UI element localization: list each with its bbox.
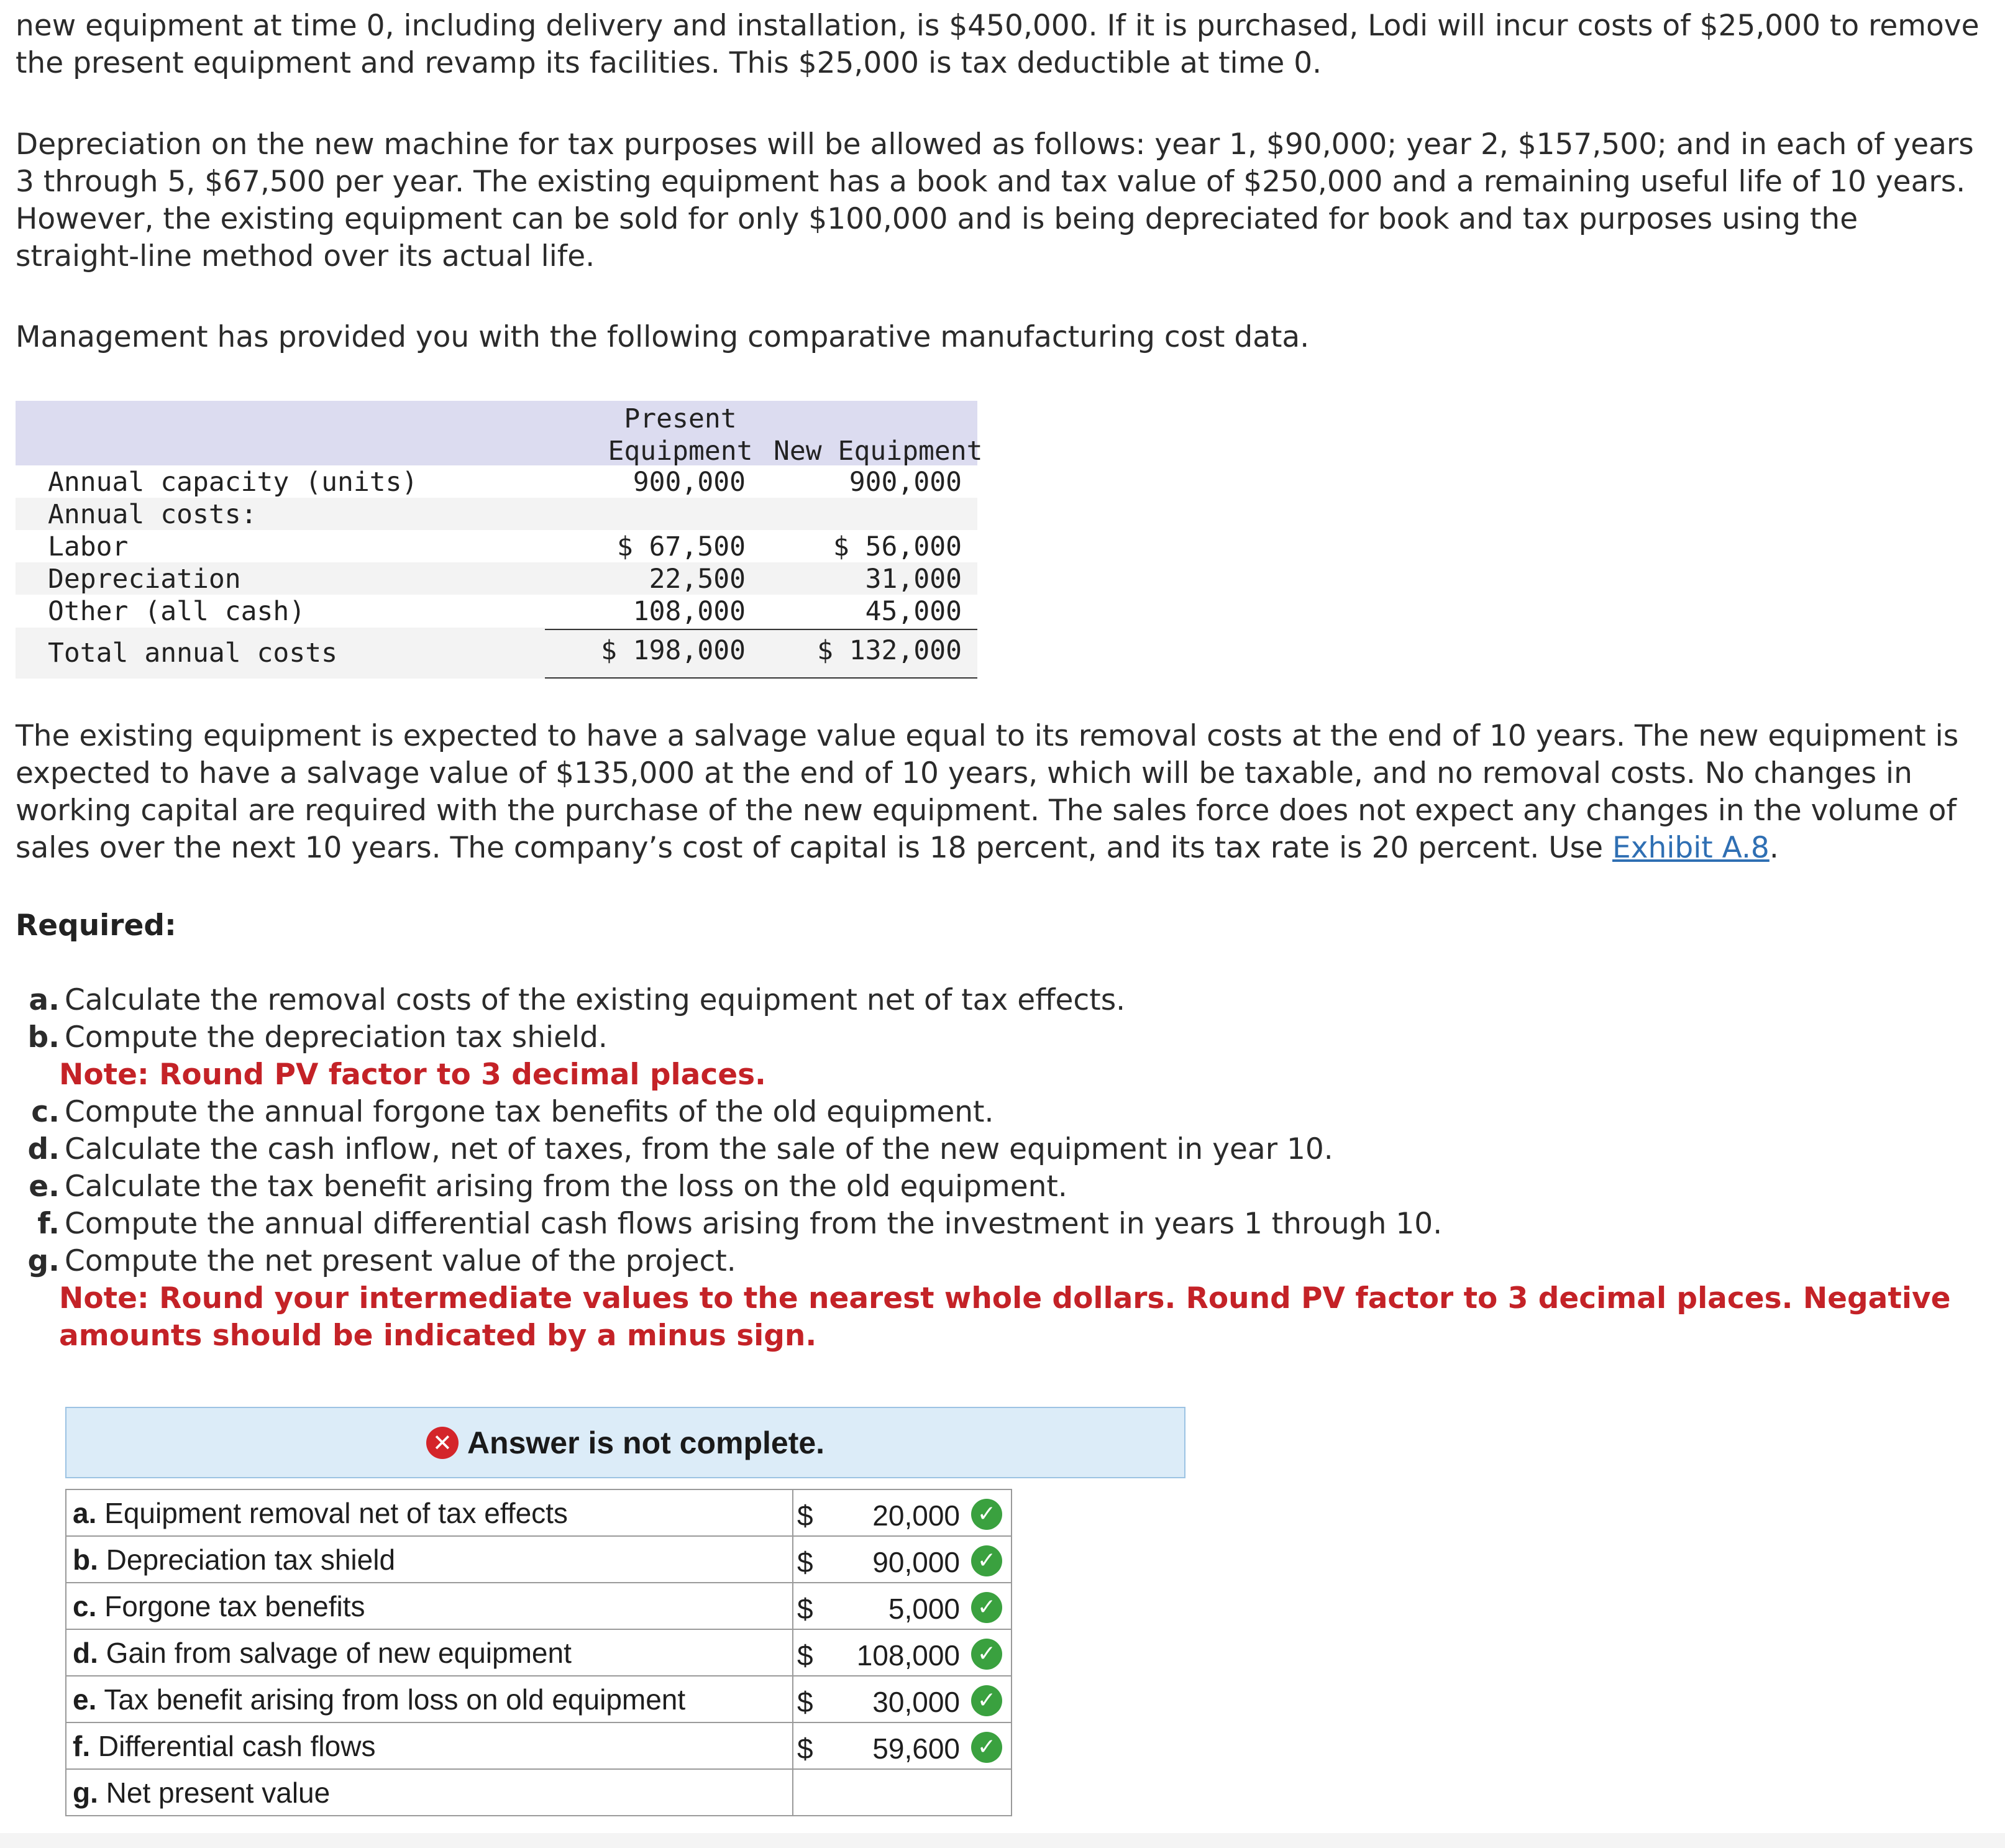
check-icon: ✓ [971,1732,1002,1763]
answer-table [65,1489,1012,1816]
answer-row-g: g. Net present value [66,1769,1012,1816]
row-label: Depreciation [48,564,241,595]
answer-row-a: a. Equipment removal net of tax effects $ 20,000 ✓ [66,1489,1012,1536]
check-icon: ✓ [971,1499,1002,1530]
subtotal-rule [545,629,977,630]
answer-value: 59,600 [872,1732,960,1765]
answer-value: 5,000 [888,1593,960,1625]
answer-value: 90,000 [872,1546,960,1578]
answer-label: Net present value [106,1776,331,1809]
row-new: $ 132,000 [817,635,962,666]
requirement-c: c. Compute the annual forgone tax benefits of the old equipment. [31,1095,994,1129]
requirement-d: d. Calculate the cash inflow, net of taxes, from the sale of the new equipment in year 10. [27,1132,1333,1166]
row-label: Annual capacity (units) [48,467,418,498]
salvage-paragraph: The existing equipment is expected to have a salvage value equal to its removal costs at the end of 10 years. The new equipment is expected to have a salvage value of $135,000 at the end of 10 years, which will be taxable, and no removal costs. No changes in working capital are required with the purchase of the new equipment. The sales force does not expect any changes in the volume of sales over the next 10 years. The company’s cost of capital is 18 percent, and its tax rate is 20 percent. Use Exhibit A.8. [16,719,1959,865]
note-g: Note: Round your intermediate values to the nearest whole dollars. Round PV factor to 3 decimal places. Negative amounts should be indicated by a minus sign. [59,1281,1951,1353]
requirement-g: g. Compute the net present value of the project. [27,1244,736,1278]
requirement-a: a. Calculate the removal costs of the existing equipment net of tax effects. [29,983,1126,1017]
answer-label: Equipment removal net of tax effects [104,1496,568,1529]
answer-value: 108,000 [856,1639,960,1672]
answer-input-f[interactable]: $ 59,600 ✓ [793,1722,1012,1769]
exhibit-link[interactable]: Exhibit A.8 [1612,831,1770,865]
intro-paragraph: new equipment at time 0, including delivery and installation, is $450,000. If it is purchased, Lodi will incur costs of $25,000 to remove the present equipment and revamp its facilities. This $25,000 is tax deductible at time 0. [16,9,1980,80]
answer-status-text: Answer is not complete. [467,1425,825,1460]
requirement-f: f. Compute the annual differential cash flows arising from the investment in years 1 through 10. [37,1207,1443,1241]
requirement-b: b. Compute the depreciation tax shield. [27,1020,608,1054]
check-icon: ✓ [971,1685,1002,1716]
answer-input-g[interactable] [793,1769,1012,1816]
row-present: $ 67,500 [616,531,746,562]
row-label: Annual costs: [48,499,257,530]
check-icon: ✓ [971,1545,1002,1576]
management-paragraph: Management has provided you with the following comparative manufacturing cost data. [16,320,1310,354]
col-present-line1: Present [624,403,737,434]
requirement-e: e. Calculate the tax benefit arising from the loss on the old equipment. [29,1169,1067,1204]
answer-row-f: f. Differential cash flows $ 59,600 ✓ [66,1722,1012,1769]
answer-label: Differential cash flows [98,1729,376,1762]
row-new: 900,000 [849,467,962,498]
answer-value: 30,000 [872,1686,960,1718]
answer-label: Depreciation tax shield [106,1543,396,1576]
row-present: 108,000 [633,596,746,627]
required-heading: Required: [16,908,176,943]
answer-input-d[interactable]: $ 108,000 ✓ [793,1629,1012,1676]
row-new: 31,000 [865,564,962,595]
answer-row-d: d. Gain from salvage of new equipment $ 108,000 ✓ [66,1629,1012,1676]
bottom-divider [0,1833,2005,1848]
answer-input-e[interactable]: $ 30,000 ✓ [793,1676,1012,1722]
row-present: 900,000 [633,467,746,498]
row-present: $ 198,000 [601,635,746,666]
total-rule [545,677,977,679]
check-icon: ✓ [971,1592,1002,1623]
answer-row-c: c. Forgone tax benefits $ 5,000 ✓ [66,1583,1012,1629]
row-label: Other (all cash) [48,596,306,627]
row-new: 45,000 [865,596,962,627]
row-present: 22,500 [649,564,746,595]
col-new: New Equipment [774,436,983,467]
answer-input-c[interactable]: $ 5,000 ✓ [793,1583,1012,1629]
answer-row-e: e. Tax benefit arising from loss on old equipment $ 30,000 ✓ [66,1676,1012,1722]
answer-status-banner [65,1407,1185,1478]
note-b: Note: Round PV factor to 3 decimal places. [59,1058,766,1092]
row-label: Total annual costs [48,638,337,669]
depreciation-paragraph: Depreciation on the new machine for tax purposes will be allowed as follows: year 1, $90,000; year 2, $157,500; and in each of years 3 through 5, $67,500 per year. The existing equipment has a book and tax value of $250,000 and a remaining useful life of 10 years. However, the existing equipment can be sold for only $100,000 and is being depreciated for book and tax purposes using the straight-line method over its actual life. [16,127,1974,273]
row-new: $ 56,000 [833,531,962,562]
col-present-line2: Equipment [608,436,753,467]
check-icon: ✓ [971,1639,1002,1670]
answer-input-a[interactable]: $ 20,000 ✓ [793,1489,1012,1536]
row-label: Labor [48,531,129,562]
answer-label: Gain from salvage of new equipment [106,1636,572,1669]
answer-value: 20,000 [872,1499,960,1532]
x-circle-icon: ✕ [426,1427,459,1459]
answer-input-b[interactable]: $ 90,000 ✓ [793,1536,1012,1583]
answer-row-b: b. Depreciation tax shield $ 90,000 ✓ [66,1536,1012,1583]
answer-label: Tax benefit arising from loss on old equipment [104,1683,686,1716]
answer-label: Forgone tax benefits [104,1590,365,1622]
